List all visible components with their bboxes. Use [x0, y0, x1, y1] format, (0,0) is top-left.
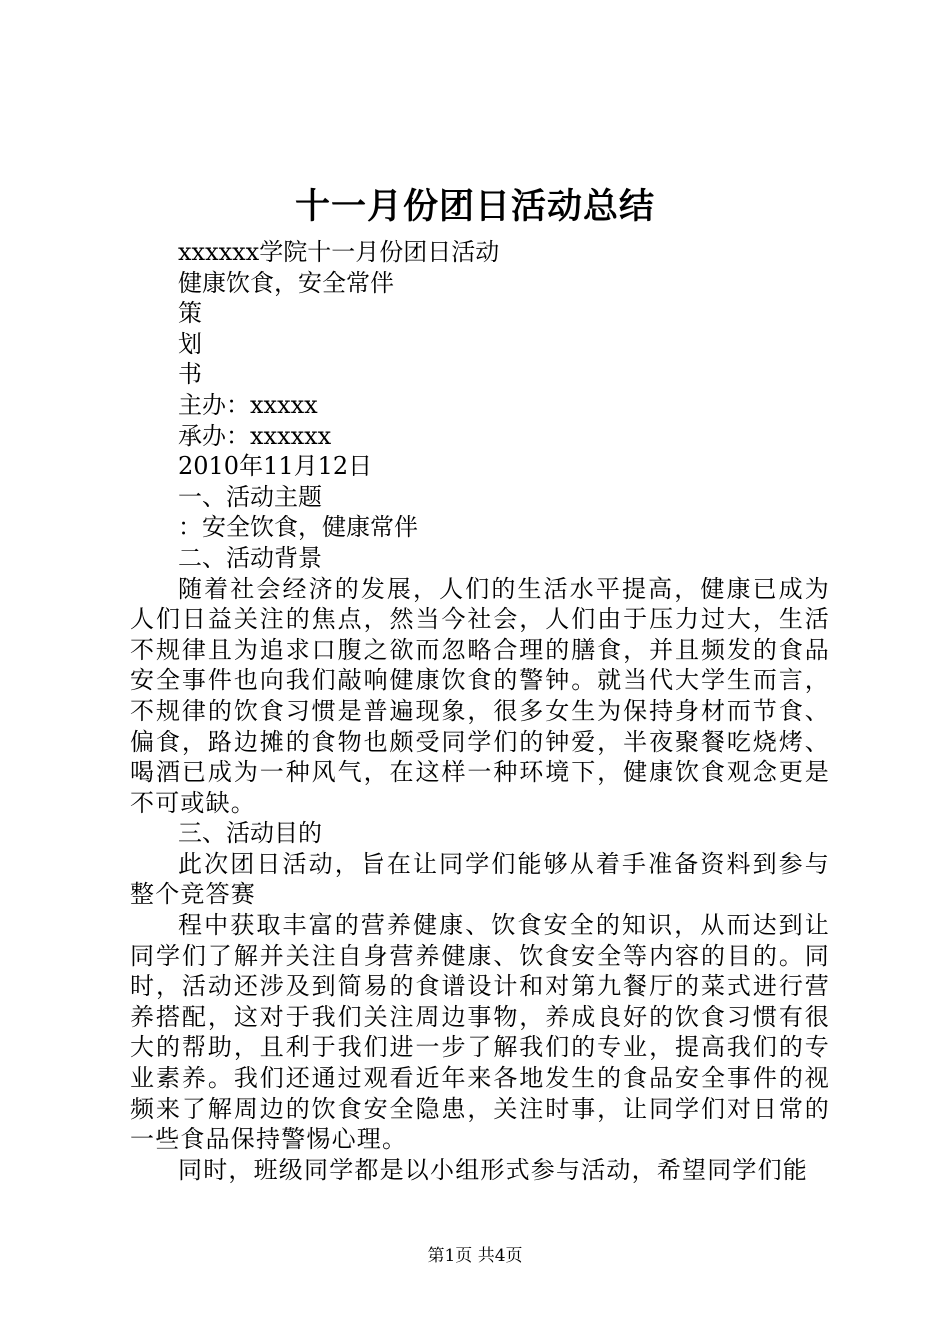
line-date: 2010年11月12日 — [178, 452, 373, 481]
paragraph-purpose-3: 同时，班级同学都是以小组形式参与活动，希望同学们能 — [178, 1155, 808, 1184]
line-host: 主办：xxxxx — [178, 390, 318, 419]
line-hua: 划 — [178, 329, 202, 358]
line-slogan: 健康饮食，安全常伴 — [178, 268, 394, 297]
line-ce: 策 — [178, 299, 202, 328]
paragraph-background: 随着社会经济的发展，人们的生活水平提高，健康已成为人们日益关注的焦点，然当今社会，人们由于压力过大，生活不规律且为追求口腹之欲而忽略合理的膳食，并且频发的食品安全事件也向我们敲响健康饮食的警钟。就当代大学生而言，不规律的饮食习惯是普遍现象，很多女生为保持身材而节食、偏食，路边摊的食物也颇受同学们的钟爱，半夜聚餐吃烧烤、喝酒已成为一种风气，在这样一种环境下，健康饮食观念更是不可或缺。 — [130, 574, 830, 817]
heading-purpose: 三、活动目的 — [178, 819, 322, 848]
line-shu: 书 — [178, 360, 202, 389]
line-organizer: 承办：xxxxxx — [178, 421, 332, 450]
paragraph-purpose-2: 程中获取丰富的营养健康、饮食安全的知识，从而达到让同学们了解并关注自身营养健康、饮食安全等内容的目的。同时，活动还涉及到简易的食谱设计和对第九餐厅的菜式进行营养搭配，这对于我们关注周边事物，养成良好的饮食习惯有很大的帮助，且利于我们进一步了解我们的专业，提高我们的专业素养。我们还通过观看近年来各地发生的食品安全事件的视频来了解周边的饮食安全隐患，关注时事，让同学们对日常的一些食品保持警惕心理。 — [130, 911, 830, 1154]
heading-theme: 一、活动主题 — [178, 482, 322, 511]
line-theme: ：安全饮食，健康常伴 — [178, 513, 418, 542]
page-footer: 第1页 共4页 — [427, 1246, 523, 1266]
line-college-activity: xxxxxx学院十一月份团日活动 — [178, 238, 500, 266]
document-body — [130, 237, 830, 1185]
heading-background: 二、活动背景 — [178, 543, 322, 572]
paragraph-purpose-1: 此次团日活动，旨在让同学们能够从着手准备资料到参与整个竞答赛 — [130, 849, 830, 909]
document-title: 十一月份团日活动总结 — [294, 186, 655, 227]
